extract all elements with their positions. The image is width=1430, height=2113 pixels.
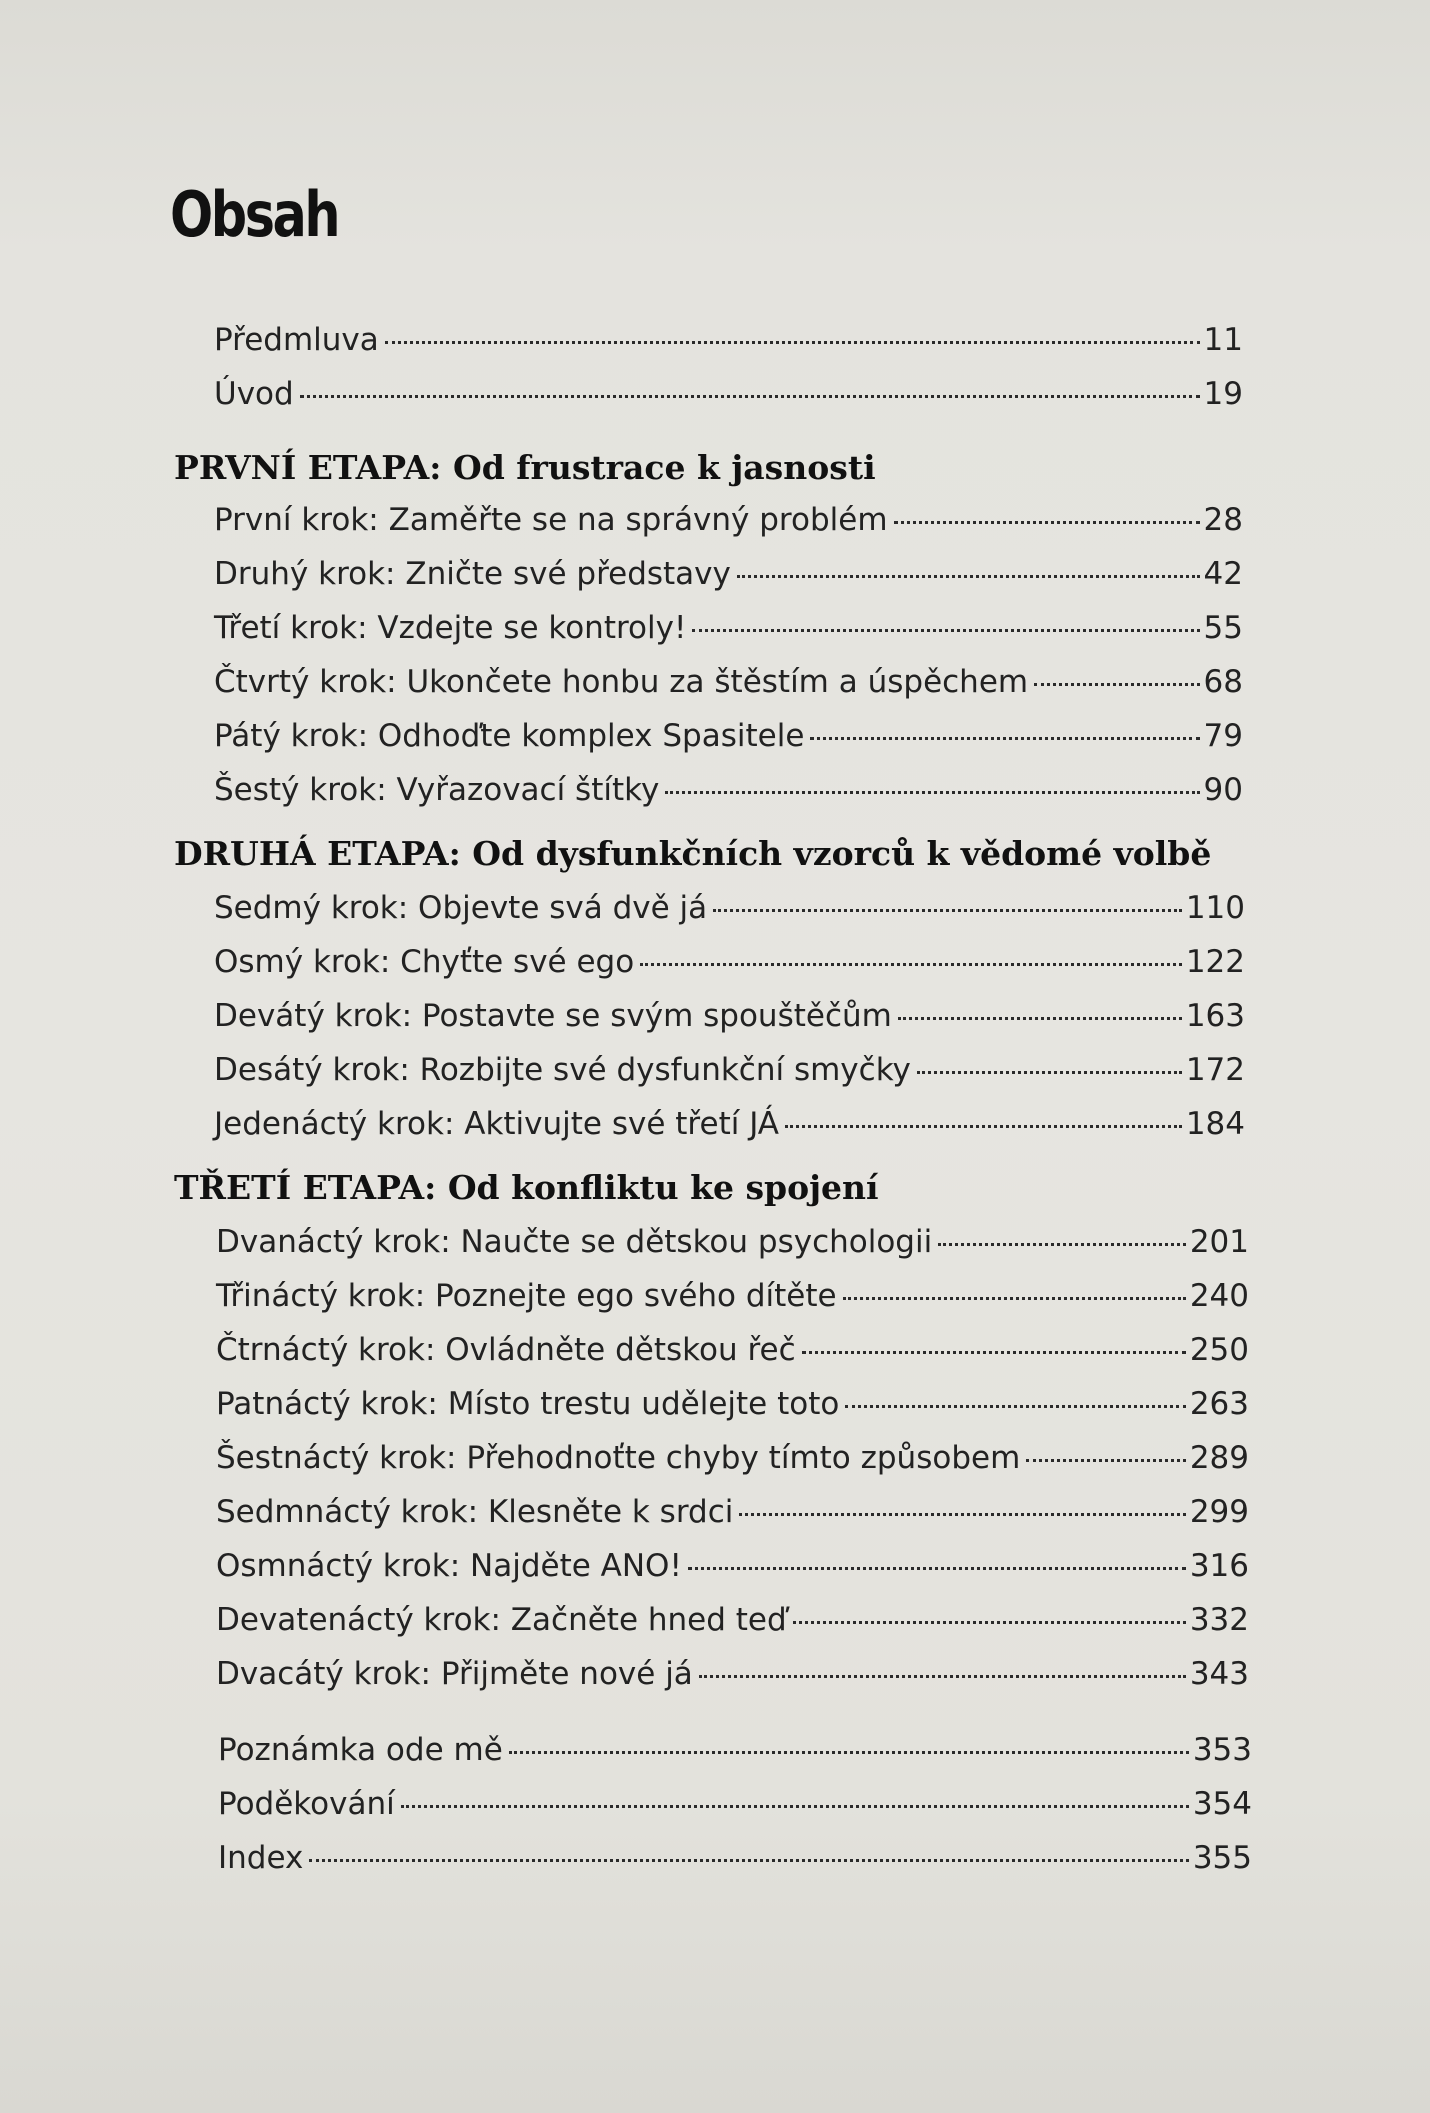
dot-leader	[385, 341, 1200, 344]
toc-entry-label: Desátý krok: Rozbijte své dysfunkční smyčky	[214, 1052, 911, 1088]
toc-entry	[214, 322, 1243, 358]
toc-entry	[216, 1440, 1249, 1476]
toc-entry-page: 55	[1203, 610, 1243, 646]
toc-entry-page: 163	[1185, 998, 1245, 1034]
toc-entry	[218, 1732, 1252, 1768]
dot-leader	[785, 1125, 1182, 1128]
toc-entry	[216, 1332, 1249, 1368]
toc-entry-label: Index	[218, 1840, 304, 1876]
toc-entry	[218, 1786, 1252, 1822]
toc-entry-label: Čtvrtý krok: Ukončete honbu za štěstím a úspěchem	[214, 664, 1029, 700]
toc-entry-label: Pátý krok: Odhoďte komplex Spasitele	[214, 718, 805, 754]
dot-leader	[665, 791, 1199, 794]
toc-entry	[214, 376, 1243, 412]
toc-entry-label: Úvod	[214, 376, 294, 412]
toc-entry-page: 122	[1185, 944, 1245, 980]
toc-entry	[214, 772, 1243, 808]
dot-leader	[810, 737, 1199, 740]
toc-entry-page: 19	[1203, 376, 1243, 412]
toc-entry-page: 172	[1185, 1052, 1245, 1088]
toc-entry-label: Devátý krok: Postavte se svým spouštěčům	[214, 998, 892, 1034]
toc-entry-label: Druhý krok: Zničte své představy	[214, 556, 731, 592]
toc-entry-page: 68	[1203, 664, 1243, 700]
dot-leader	[894, 521, 1200, 524]
toc-entry-label: Šestnáctý krok: Přehodnoťte chyby tímto způsobem	[216, 1440, 1021, 1476]
dot-leader	[843, 1297, 1186, 1300]
dot-leader	[1034, 683, 1199, 686]
toc-entry-label: Sedmnáctý krok: Klesněte k srdci	[216, 1494, 734, 1530]
toc-entry-page: 353	[1192, 1732, 1252, 1768]
dot-leader	[692, 629, 1199, 632]
dot-leader	[401, 1805, 1189, 1808]
toc-entry	[216, 1494, 1249, 1530]
dot-leader	[1026, 1459, 1186, 1462]
toc-entry	[214, 502, 1243, 538]
toc-entry	[214, 1106, 1245, 1142]
toc-entry-label: Dvacátý krok: Přijměte nové já	[216, 1656, 693, 1692]
toc-entry	[214, 944, 1245, 980]
toc-entry-label: Čtrnáctý krok: Ovládněte dětskou řeč	[216, 1332, 796, 1368]
toc-entry-page: 79	[1203, 718, 1243, 754]
page-title: Obsah	[170, 178, 339, 251]
toc-entry-label: Jedenáctý krok: Aktivujte své třetí JÁ	[214, 1106, 779, 1142]
toc-entry-label: Třetí krok: Vzdejte se kontroly!	[214, 610, 687, 646]
toc-entry-label: Osmnáctý krok: Najděte ANO!	[216, 1548, 682, 1584]
toc-entry	[216, 1386, 1249, 1422]
toc-entry-label: Patnáctý krok: Místo trestu udělejte toto	[216, 1386, 840, 1422]
toc-entry-page: 299	[1189, 1494, 1249, 1530]
toc-entry	[214, 890, 1245, 926]
toc-entry-page: 354	[1192, 1786, 1252, 1822]
toc-entry	[214, 998, 1245, 1034]
toc-entry	[216, 1548, 1249, 1584]
toc-entry-page: 184	[1185, 1106, 1245, 1142]
toc-entry-label: Osmý krok: Chyťte své ego	[214, 944, 635, 980]
toc-entry	[214, 610, 1243, 646]
toc-entry-page: 250	[1189, 1332, 1249, 1368]
toc-entry-page: 263	[1189, 1386, 1249, 1422]
toc-entry-label: Poděkování	[218, 1786, 395, 1822]
dot-leader	[917, 1071, 1182, 1074]
toc-entry-page: 28	[1203, 502, 1243, 538]
dot-leader	[739, 1513, 1185, 1516]
dot-leader	[300, 395, 1200, 398]
toc-entry-label: Sedmý krok: Objevte svá dvě já	[214, 890, 708, 926]
toc-entry-page: 90	[1203, 772, 1243, 808]
toc-entry-page: 42	[1203, 556, 1243, 592]
dot-leader	[713, 909, 1182, 912]
toc-entry	[214, 556, 1243, 592]
toc-entry-label: Poznámka ode mě	[218, 1732, 503, 1768]
section-heading: PRVNÍ ETAPA: Od frustrace k jasnosti	[174, 448, 876, 487]
dot-leader	[640, 963, 1182, 966]
toc-entry-page: 332	[1189, 1602, 1249, 1638]
dot-leader	[845, 1405, 1185, 1408]
toc-entry	[216, 1224, 1249, 1260]
toc-entry-page: 316	[1189, 1548, 1249, 1584]
toc-entry-page: 289	[1189, 1440, 1249, 1476]
toc-entry-label: Dvanáctý krok: Naučte se dětskou psychologii	[216, 1224, 933, 1260]
dot-leader	[793, 1621, 1186, 1624]
toc-entry	[216, 1656, 1249, 1692]
dot-leader	[898, 1017, 1182, 1020]
dot-leader	[737, 575, 1200, 578]
toc-entry	[218, 1840, 1252, 1876]
toc-entry-page: 201	[1189, 1224, 1249, 1260]
toc-entry-page: 343	[1189, 1656, 1249, 1692]
dot-leader	[509, 1751, 1189, 1754]
toc-entry-label: První krok: Zaměřte se na správný problém	[214, 502, 888, 538]
toc-entry-label: Šestý krok: Vyřazovací štítky	[214, 772, 660, 808]
dot-leader	[309, 1859, 1188, 1862]
toc-entry-page: 355	[1192, 1840, 1252, 1876]
toc-entry	[216, 1278, 1249, 1314]
toc-entry	[214, 664, 1243, 700]
dot-leader	[688, 1567, 1186, 1570]
dot-leader	[699, 1675, 1186, 1678]
running-header-ghost	[560, 58, 840, 84]
dot-leader	[802, 1351, 1186, 1354]
toc-entry	[214, 718, 1243, 754]
toc-entry-label: Předmluva	[214, 322, 379, 358]
toc-entry-page: 240	[1189, 1278, 1249, 1314]
dot-leader	[938, 1243, 1186, 1246]
toc-entry-page: 11	[1203, 322, 1243, 358]
toc-entry-label: Devatenáctý krok: Začněte hned teď	[216, 1602, 787, 1638]
toc-entry	[214, 1052, 1245, 1088]
toc-entry-label: Třináctý krok: Poznejte ego svého dítěte	[216, 1278, 837, 1314]
toc-entry-page: 110	[1185, 890, 1245, 926]
toc-entry	[216, 1602, 1249, 1638]
section-heading: TŘETÍ ETAPA: Od konfliktu ke spojení	[174, 1168, 879, 1207]
section-heading: DRUHÁ ETAPA: Od dysfunkčních vzorců k vědomé volbě	[174, 834, 1212, 873]
